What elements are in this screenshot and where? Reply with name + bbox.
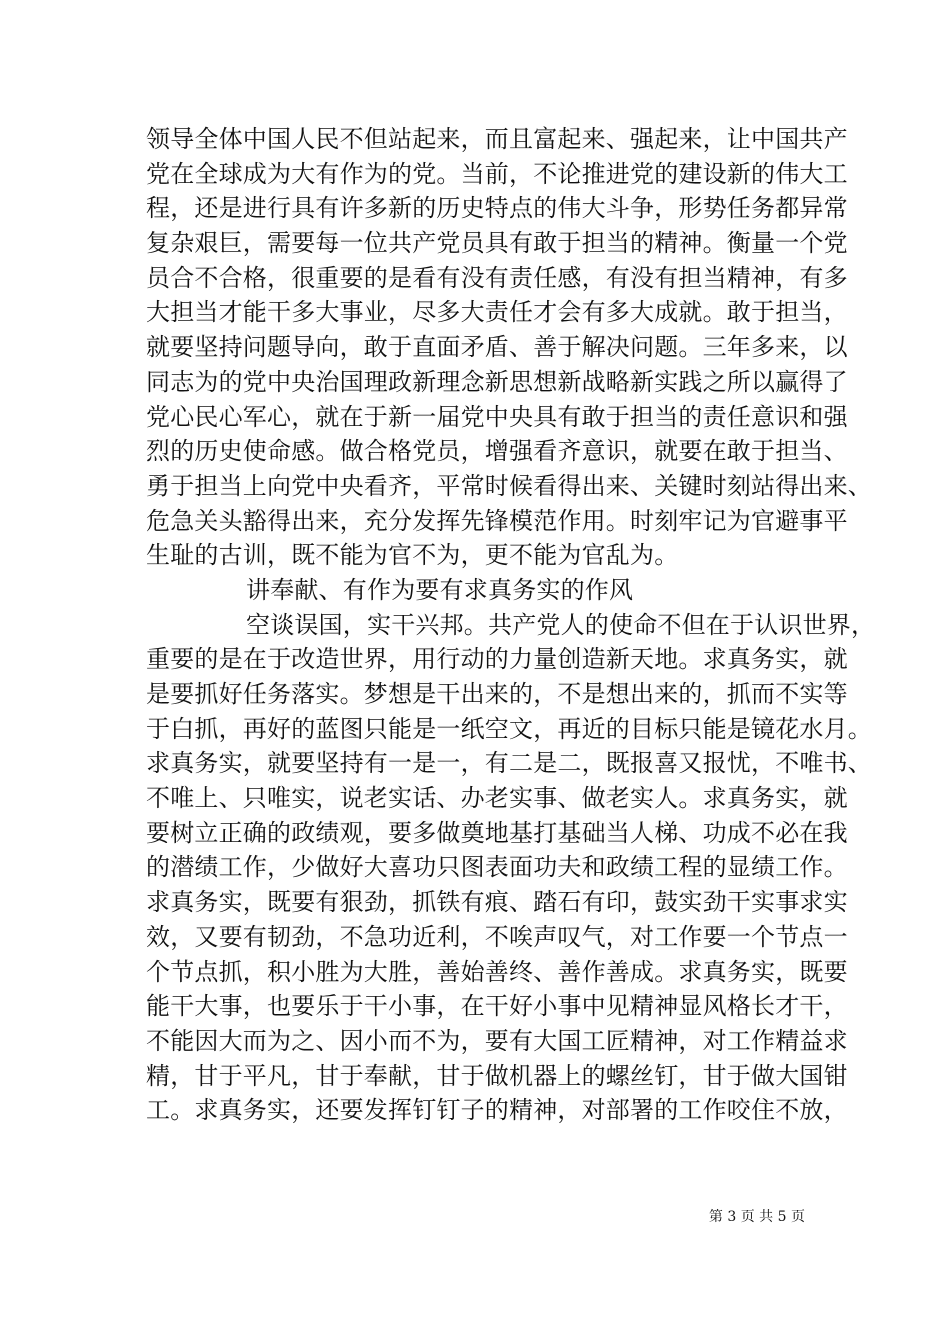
text-line: 烈的历史使命感。做合格党员，增强看齐意识，就要在敢于担当、 [146, 437, 848, 466]
text-line: 生耻的古训，既不能为官不为，更不能为官乱为。 [146, 541, 679, 570]
text-line: 重要的是在于改造世界，用行动的力量创造新天地。求真务实，就 [146, 645, 848, 674]
text-line: 求真务实，既要有狠劲，抓铁有痕、踏石有印，鼓实劲干实事求实 [146, 888, 848, 917]
text-line: 个节点抓，积小胜为大胜，善始善终、善作善成。求真务实，既要 [146, 957, 848, 986]
text-line: 是要抓好任务落实。梦想是干出来的，不是想出来的，抓而不实等 [146, 680, 848, 708]
text-line: 不能因大而为之、因小而不为，要有大国工匠精神，对工作精益求 [146, 1026, 848, 1055]
text-line: 不唯上、只唯实，说老实话、办老实事、做老实人。求真务实，就 [146, 784, 848, 813]
text-line: 大担当才能干多大事业，尽多大责任才会有多大成就。敢于担当， [146, 298, 848, 327]
text-line: 就要坚持问题导向，敢于直面矛盾、善于解决问题。三年多来，以 [146, 333, 848, 362]
page-number: 第 3 页 共 5 页 [708, 1209, 805, 1225]
text-line: 效，又要有韧劲，不急功近利，不唉声叹气，对工作要一个节点一 [146, 922, 848, 951]
paragraph-first-line: 空谈误国，实干兴邦。共产党人的使命不但在于认识世界， [246, 610, 876, 639]
text-line: 能干大事，也要乐于干小事，在干好小事中见精神显风格长才干， [146, 992, 848, 1021]
text-line: 要树立正确的政绩观，要多做奠地基打基础当人梯、功成不必在我 [146, 818, 848, 847]
text-line: 危急关头豁得出来，充分发挥先锋模范作用。时刻牢记为官避事平 [146, 506, 848, 535]
text-line: 同志为的党中央治国理政新理念新思想新战略新实践之所以赢得了 [146, 367, 848, 396]
text-line: 党心民心军心，就在于新一届党中央具有敢于担当的责任意识和强 [146, 402, 848, 431]
text-line: 复杂艰巨，需要每一位共产党员具有敢于担当的精神。衡量一个党 [146, 229, 848, 258]
text-line: 勇于担当上向党中央看齐，平常时候看得出来、关键时刻站得出来、 [146, 471, 872, 500]
text-line: 员合不合格，很重要的是看有没有责任感，有没有担当精神，有多 [146, 263, 848, 292]
text-line: 工。求真务实，还要发挥钉钉子的精神，对部署的工作咬住不放， [146, 1096, 848, 1125]
text-line: 精，甘于平凡，甘于奉献，甘于做机器上的螺丝钉，甘于做大国钳 [146, 1061, 848, 1090]
section-heading: 讲奉献、有作为要有求真务实的作风 [246, 575, 634, 604]
body-text [146, 122, 876, 1128]
text-line: 的潜绩工作，少做好大喜功只图表面功夫和政绩工程的显绩工作。 [146, 853, 848, 882]
text-line: 领导全体中国人民不但站起来，而且富起来、强起来，让中国共产 [146, 125, 848, 153]
text-line: 党在全球成为大有作为的党。当前，不论推进党的建设新的伟大工 [146, 159, 848, 188]
text-line: 程，还是进行具有许多新的历史特点的伟大斗争，形势任务都异常 [146, 194, 848, 223]
text-line: 于白抓，再好的蓝图只能是一纸空文，再近的目标只能是镜花水月。 [146, 714, 872, 743]
text-line: 求真务实，就要坚持有一是一，有二是二，既报喜又报忧，不唯书、 [146, 749, 872, 778]
